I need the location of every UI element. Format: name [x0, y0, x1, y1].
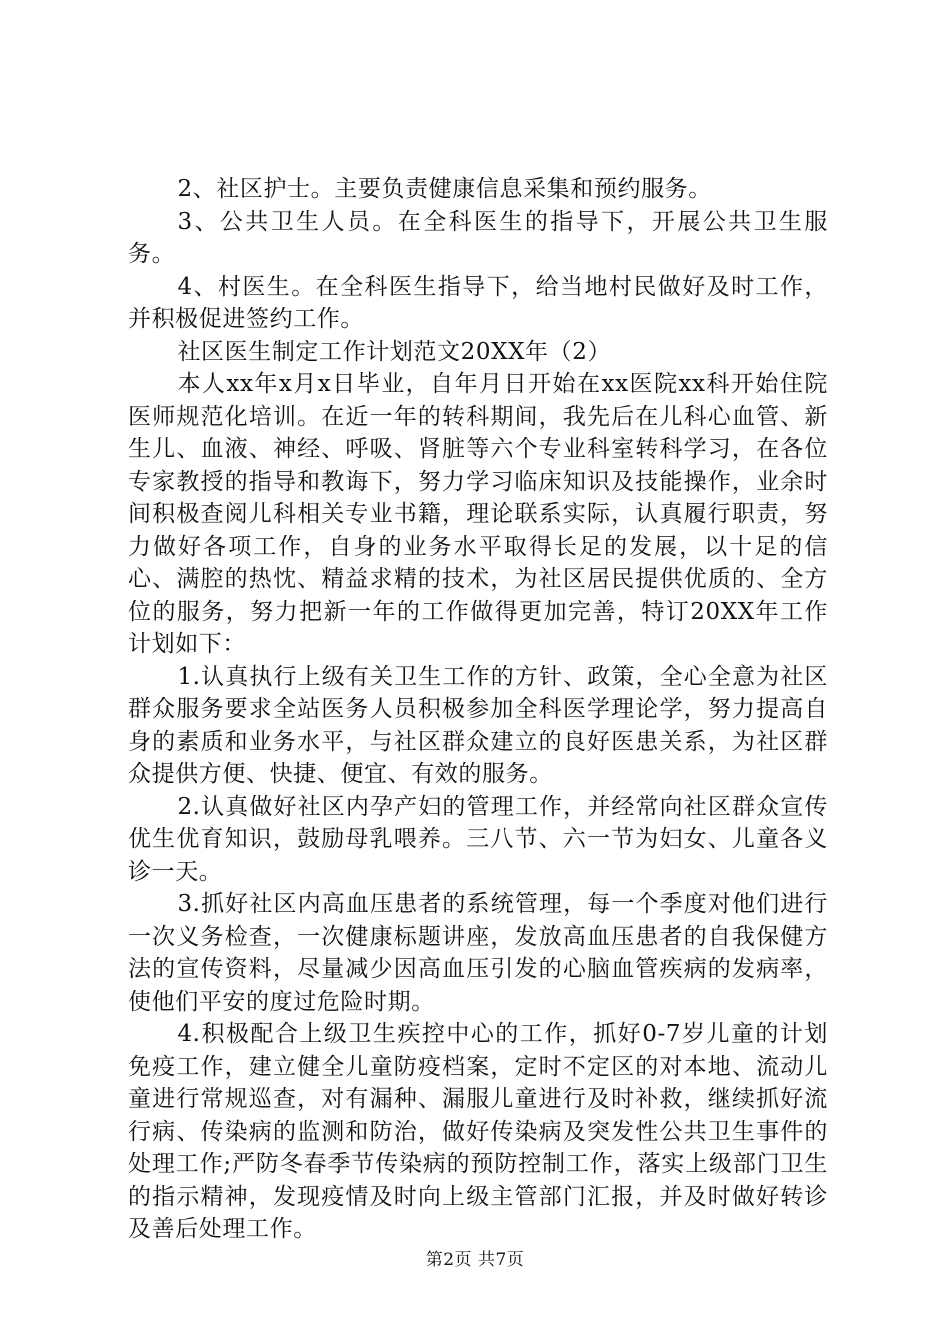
- paragraph-village-doctor: 4、村医生。在全科医生指导下，给当地村民做好及时工作，并积极促进签约工作。: [128, 273, 828, 332]
- paragraph-public-health-staff: 3、公共卫生人员。在全科医生的指导下，开展公共卫生服务。: [128, 208, 828, 267]
- plan-item-3: 3.抓好社区内高血压患者的系统管理，每一个季度对他们进行一次义务检查，一次健康标题讲座，发放高血压患者的自我保健方法的宣传资料，尽量减少因高血压引发的心脑血管疾病的发病率，使他们平安的度过危险时期。: [128, 891, 828, 1015]
- plan-item-1: 1.认真执行上级有关卫生工作的方针、政策，全心全意为社区群众服务要求全站医务人员积极参加全科医学理论学，努力提高自身的素质和业务水平，与社区群众建立的良好医患关系，为社区群众提供方便、快捷、便宜、有效的服务。: [128, 663, 828, 787]
- plan-item-4: 4.积极配合上级卫生疾控中心的工作，抓好0-7岁儿童的计划免疫工作，建立健全儿童防疫档案，定时不定区的对本地、流动儿童进行常规巡查，对有漏种、漏服儿童进行及时补救，继续抓好流行病、传染病的监测和防治，做好传染病及突发性公共卫生事件的处理工作;严防冬春季节传染病的预防控制工作，落实上级部门卫生的指示精神，发现疫情及时向上级主管部门汇报，并及时做好转诊及善后处理工作。: [128, 1021, 828, 1242]
- plan-item-2: 2.认真做好社区内孕产妇的管理工作，并经常向社区群众宣传优生优育知识，鼓励母乳喂养。三八节、六一节为妇女、儿童各义诊一天。: [128, 793, 828, 885]
- document-body: [128, 173, 828, 1246]
- page-number-footer: 第2页 共7页: [425, 1250, 525, 1270]
- section-title: 社区医生制定工作计划范文20XX年（2）: [177, 338, 612, 365]
- paragraph-community-nurse: 2、社区护士。主要负责健康信息采集和预约服务。: [177, 176, 712, 202]
- paragraph-intro: 本人xx年x月x日毕业，自年月日开始在xx医院xx科开始住院医师规范化培训。在近一年的转科期间，我先后在儿科心血管、新生儿、血液、神经、呼吸、肾脏等六个专业科室转科学习，在各位专家教授的指导和教诲下，努力学习临床知识及技能操作，业余时间积极查阅儿科相关专业书籍，理论联系实际，认真履行职责，努力做好各项工作，自身的业务水平取得长足的发展，以十足的信心、满腔的热忱、精益求精的技术，为社区居民提供优质的、全方位的服务，努力把新一年的工作做得更加完善，特订20XX年工作计划如下：: [128, 371, 828, 657]
